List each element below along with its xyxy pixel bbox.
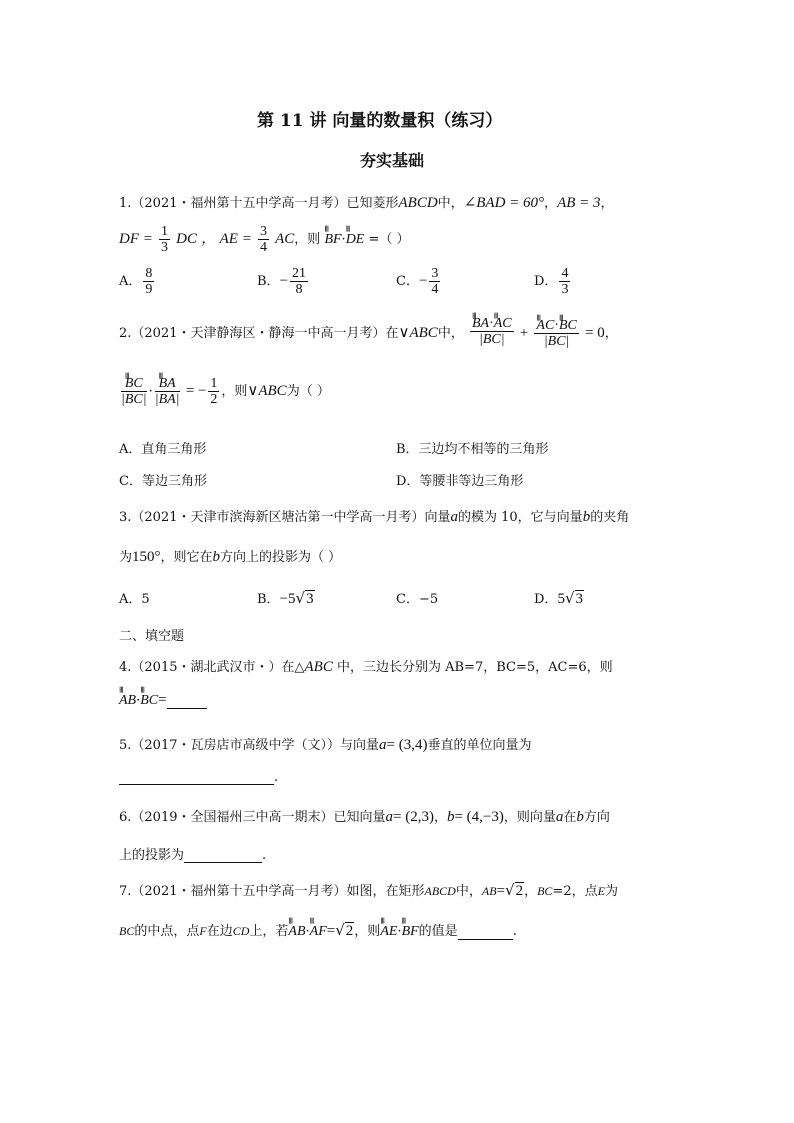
q2-line1: 2.（2021・天津静海区・静海一中高一月考）在∨ABC中， ꞁꞁꞁ $\frac{\text{BA·ꞁꞁꞁ AC}}{|BC|}$ + ꞁꞁꞁ $\frac{\text{AC·ꞁꞁꞁ BC}}{|BC|}$ = 0， bbox=[119, 318, 618, 349]
q4-line1: 4.（2015・湖北武汉市・）在△ABC 中，三边长分别为 AB=7，BC=5，AC=6，则 bbox=[119, 659, 613, 675]
q4-line2: ꞁꞁꞁ AB·ꞁꞁꞁ BC= bbox=[119, 692, 207, 709]
q3-option-c: C．−5 bbox=[396, 592, 439, 607]
answer-blank[interactable] bbox=[119, 770, 274, 785]
section-title: 夯实基础 bbox=[360, 151, 425, 170]
q1-option-d: D． $\frac{4}{3}$ bbox=[534, 266, 569, 297]
answer-blank[interactable] bbox=[167, 694, 207, 709]
vector-de: ꞁꞁꞁ DE bbox=[346, 232, 365, 248]
q2-option-d: D．等腰非等边三角形 bbox=[396, 474, 524, 489]
fraction: ꞁꞁꞁ $\frac{\text{BA·ꞁꞁꞁ AC}}{|BC|}$ bbox=[470, 316, 514, 347]
q2-option-c: C．等边三角形 bbox=[119, 474, 207, 489]
q3-option-a: A．5 bbox=[119, 592, 150, 607]
q3-line2: 为150°，则它在b方向上的投影为（ ） bbox=[119, 549, 342, 565]
section-2-heading: 二、填空题 bbox=[119, 629, 185, 644]
q3-option-d: D．5√3 bbox=[534, 589, 583, 607]
q3-line1: 3.（2021・天津市滨海新区塘沽第一中学高一月考）向量a的模为 10，它与向量b的夹角 bbox=[119, 509, 630, 525]
fraction: $\frac{3}{4}$ bbox=[259, 224, 267, 255]
q1-option-a: A． $\frac{8}{9}$ bbox=[119, 266, 153, 297]
answer-blank[interactable] bbox=[458, 925, 513, 940]
q5-line2: . bbox=[119, 770, 278, 785]
q2-option-a: A．直角三角形 bbox=[119, 442, 207, 457]
q7-line1: 7.（2021・福州第十五中学高一月考）如图，在矩形ABCD中，AB=√2，BC=2，点E为 bbox=[119, 881, 618, 899]
q3-option-b: B．−5√3 bbox=[257, 589, 314, 607]
page-title: 第 11 讲 向量的数量积（练习） bbox=[257, 111, 503, 131]
q1-line1: 1.（2021・福州第十五中学高一月考）已知菱形ABCD中，∠BAD = 60°，AB = 3， bbox=[119, 195, 614, 211]
answer-blank[interactable] bbox=[184, 848, 262, 863]
vector-bf: ꞁꞁꞁ BF bbox=[324, 232, 341, 248]
q6-line1: 6.（2019・全国福州三中高一期末）已知向量a= (2,3)，b= (4,−3)，则向量a在b方向 bbox=[119, 809, 610, 825]
q1-option-c: C．− $\frac{3}{4}$ bbox=[396, 266, 439, 297]
q1-line2: DF = $\frac{1}{3}$ DC ， AE = $\frac{3}{4}$ AC，则 ꞁꞁꞁ BF·ꞁꞁꞁ DE =（ ） bbox=[119, 224, 410, 255]
q7-line2: BC的中点，点F在边CD上，若ꞁꞁꞁ AB·ꞁꞁꞁ AF=√2，则ꞁꞁꞁ AE·ꞁꞁꞁ BF的值是 . bbox=[119, 920, 517, 940]
fraction: ꞁꞁꞁ $\frac{\text{AC·ꞁꞁꞁ BC}}{|BC|}$ bbox=[534, 318, 578, 349]
q2-line2: ꞁꞁꞁ $\frac{BC}{|BC|}$ · ꞁꞁꞁ $\frac{BA}{|BA|}$ = − $\frac{1}{2}$ ，则∨ABC为（ ） bbox=[119, 376, 330, 407]
fraction: $\frac{1}{3}$ bbox=[161, 224, 169, 255]
q5-line1: 5.（2017・瓦房店市高级中学（文））与向量a= (3,4)垂直的单位向量为 bbox=[119, 737, 532, 753]
q1-option-b: B．− $\frac{21}{8}$ bbox=[257, 266, 307, 297]
q6-line2: 上的投影为 . bbox=[119, 848, 267, 863]
q2-option-b: B．三边均不相等的三角形 bbox=[396, 442, 549, 457]
